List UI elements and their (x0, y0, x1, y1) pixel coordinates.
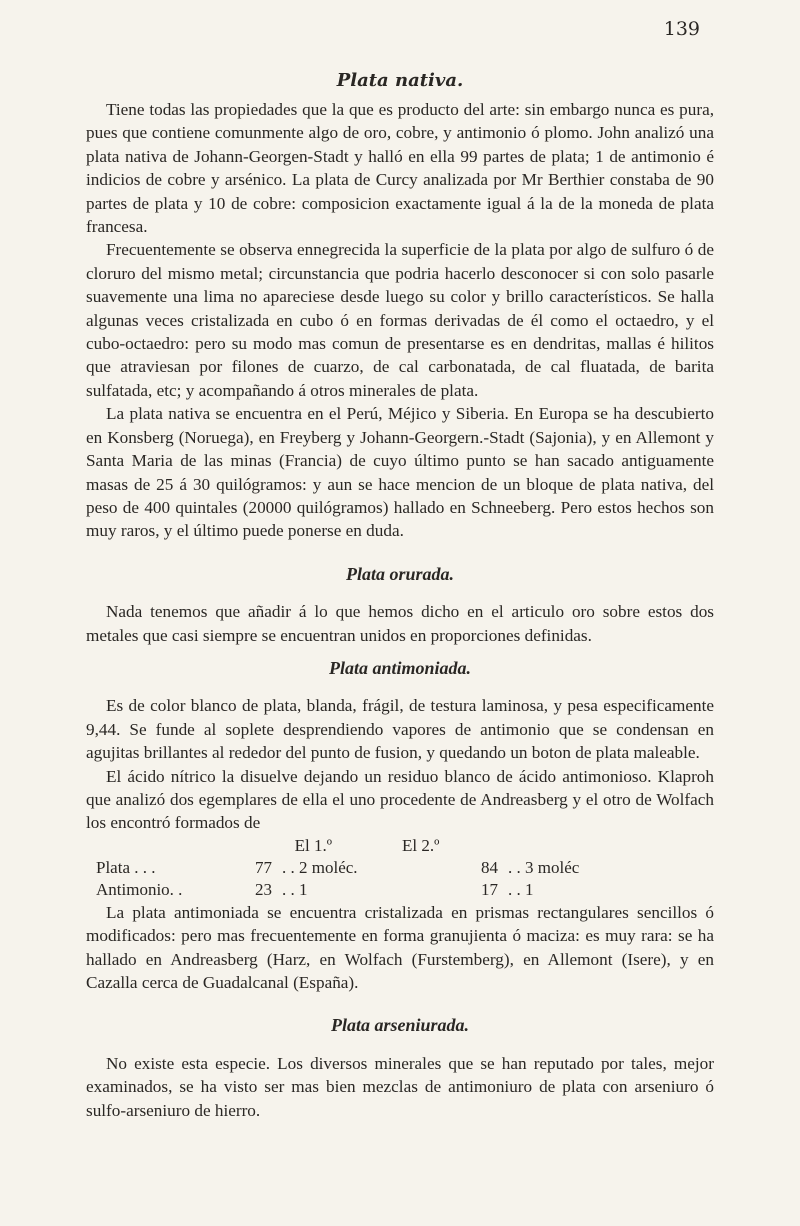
paragraph: El ácido nítrico la disuelve dejando un residuo blanco de ácido antimonioso. Klaproh que analizó dos egemplares de ella el uno procedente de Andreasberg y el otro de Wolfach los encontró formados de (86, 766, 714, 833)
paragraph: Es de color blanco de plata, blanda, frágil, de testura laminosa, y pesa especificamente 9,44. Se funde al soplete desprendiendo vapores de antimonio que se condensan en agujitas brillantes al rededor del punto de fusion, y quedando un boton de plata maleable. (86, 696, 714, 763)
section-title-plata-antimoniada: Plata antimoniada. (328, 657, 472, 678)
section-title-plata-orurada: Plata orurada. (345, 563, 455, 584)
paragraph: Nada tenemos que añadir á lo que hemos dicho en el articulo oro sobre estos dos metales que casi siempre se encuentran unidos en proporciones definidas. (86, 602, 714, 645)
paragraph: La plata nativa se encuentra en el Perú, Méjico y Siberia. En Europa se ha descubierto en Konsberg (Noruega), en Freyberg y Johann-Georgern.-Stadt (Sajonia), y en Allemont y Santa Maria de las minas (Francia) de cuyo último punto se han sacado antiguamente masas de 25 á 30 quilógramos: y aun se hace mencion de un bloque de plata nativa, del peso de 400 quintales (20000 quilógramos) hallado en Schneeberg. Pero estos hechos son muy raros, y el último puede ponerse en duda. (86, 404, 714, 541)
page-number: 139 (663, 18, 700, 40)
paragraph: Frecuentemente se observa ennegrecida la superficie de la plata por algo de sulfuro ó de cloruro del mismo metal; circunstancia que podria hacerlo desconocer si con solo pasarle suavemente una lima no apareciese desde luego su color y brillo característicos. Se halla algunas veces cristalizada en cubo ó en formas derivadas de él como el octaedro, y el cubo-octaedro: pero su modo mas comun de presentarse es en dendritas, mallas é hilitos que atraviesan por filones de cuarzo, de cal carbonatada, de cal fluatada, de barita sulfatada, etc; y acompañando á otros minerales de plata. (86, 240, 714, 400)
page-body (86, 98, 714, 1122)
table-header: El 1.º (294, 835, 332, 855)
table-header-row (86, 835, 714, 857)
table-cell: 84 (481, 857, 498, 877)
table-cell: 17 (481, 879, 498, 899)
composition-table (86, 835, 714, 901)
section-title-plata-arseniurada: Plata arseniurada. (330, 1015, 470, 1036)
table-header: El 2.º (402, 835, 440, 855)
table-cell: Antimonio. . (96, 879, 183, 899)
paragraph: Tiene todas las propiedades que la que es producto del arte: sin embargo nunca es pura, pues que contiene comunmente algo de oro, cobre, y antimonio ó plomo. John analizó una plata nativa de Johann-Georgen-Stadt y halló en ella 99 partes de plata; 1 de antimonio é indicios de cobre y arsénico. La plata de Curcy analizada por Mr Berthier constaba de 90 partes de plata y 10 de cobre: composicion exactamente igual á la de la moneda de plata francesa. (86, 100, 714, 237)
table-cell: . . 2 moléc. (282, 857, 358, 877)
paragraph: La plata antimoniada se encuentra cristalizada en prismas rectangulares sencillos ó modificados: pero mas frecuentemente en forma granujienta ó maciza: es muy rara: se ha hallado en Andreasberg (Harz, en Wolfach (Furstemberg), en Allemont (Isere), y en Cazalla cerca de Guadalcanal (España). (86, 902, 714, 992)
table-cell: . . 1 (282, 879, 308, 899)
paragraph: No existe esta especie. Los diversos minerales que se han reputado por tales, mejor examinados, se ha visto ser mas bien mezclas de antimoniuro de plata con arseniuro ó sulfo-arseniuro de hierro. (86, 1053, 714, 1120)
table-cell: 77 (255, 857, 272, 877)
section-title-plata-nativa: Plata nativa. (336, 70, 464, 91)
table-row (86, 857, 714, 879)
table-cell: . . 3 moléc (508, 857, 580, 877)
table-row (86, 879, 714, 901)
table-cell: 23 (255, 879, 272, 899)
table-cell: Plata . . . (96, 857, 156, 877)
table-cell: . . 1 (508, 879, 534, 899)
